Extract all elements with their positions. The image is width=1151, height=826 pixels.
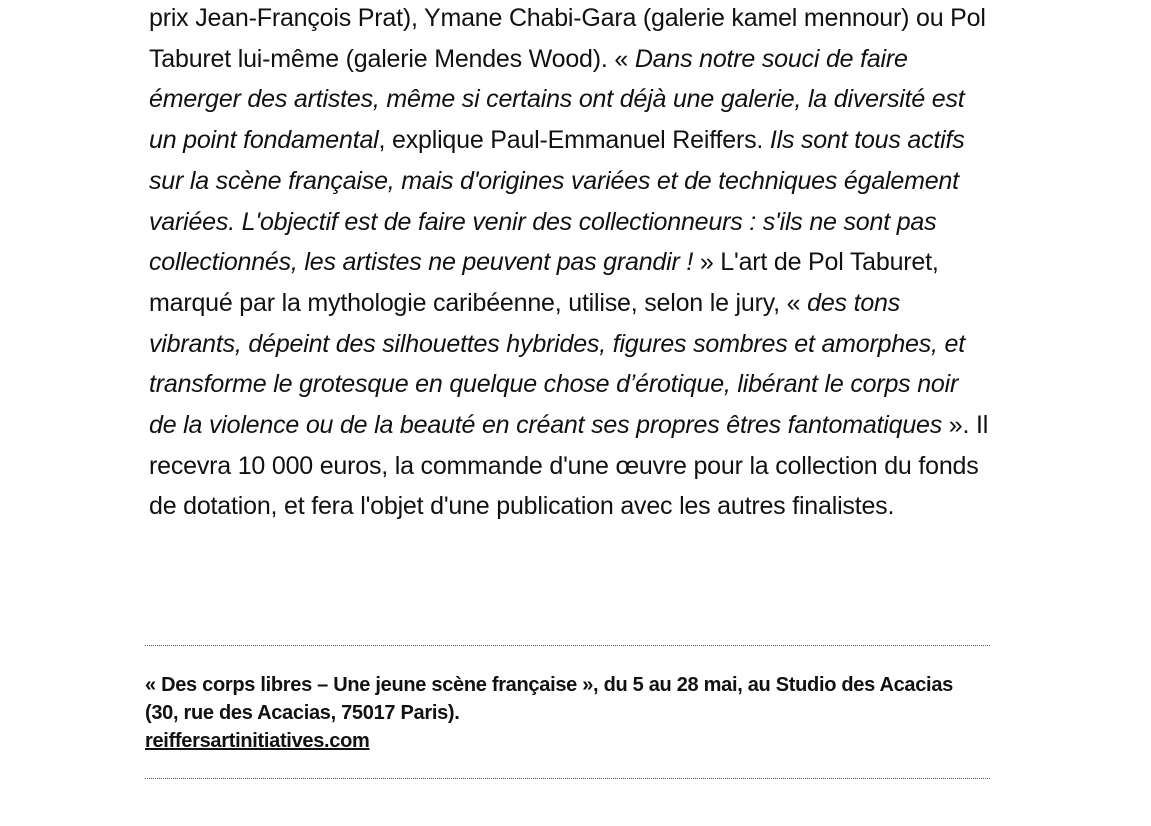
exhibition-details: « Des corps libres – Une jeune scène française », du 5 au 28 mai, au Studio des Acacias (30, rue des Acacias, 75017 Paris). (145, 674, 953, 724)
paragraph-run: , explique Paul-Emmanuel Reiffers. (378, 126, 770, 155)
quote-run: Ils sont tous actifs sur la scène française, mais d'origines variées et de techniques également variées. L'objectif est de faire venir des collectionneurs : s'ils ne sont pas collectionnés, les artistes ne peuvent pas grandir ! (149, 126, 965, 277)
exhibition-link[interactable]: reiffersartinitiatives.com (145, 730, 370, 752)
divider-top (145, 645, 990, 646)
paragraph-run: prix Jean-François Prat), Ymane Chabi-Gara (galerie kamel mennour) ou Pol Taburet lui-même (galerie Mendes Wood). « (149, 4, 986, 73)
quote-run: des tons vibrants, dépeint des silhouettes hybrides, figures sombres et amorphes, et transforme le grotesque en quelque chose d’érotique, libérant le corps noir de la violence ou de la beauté en créant ses propres êtres fantomatiques (149, 288, 965, 440)
exhibition-info (145, 671, 965, 755)
divider-bottom (145, 778, 990, 779)
article (145, 0, 990, 752)
paragraph-run: » L'art de Pol Taburet, marqué par la mythologie caribéenne, utilise, selon le jury, « (149, 248, 939, 317)
quote-run: Dans notre souci de faire émerger des artistes, même si certains ont déjà une galerie, la diversité est un point fondamental (149, 44, 965, 155)
article-paragraph (149, 0, 990, 527)
paragraph-run: ». Il recevra 10 000 euros, la commande d'une œuvre pour la collection du fonds de dotation, et fera l'objet d'une publication avec les autres finalistes. (149, 411, 989, 521)
